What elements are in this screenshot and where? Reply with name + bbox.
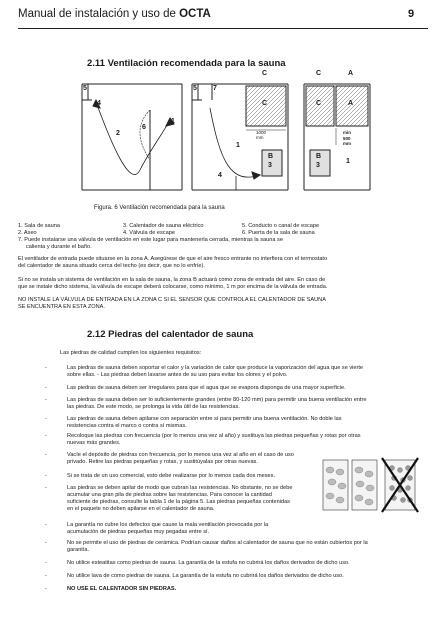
stones-intro: Las piedras de calidad cumplen los siguientes requisitos: <box>60 350 202 356</box>
bullet-text-line: acumulación de piedras pequeñas muy pegadas entre sí. <box>67 529 210 535</box>
legend-item-7-cont: calienta y durante el baño. <box>26 244 92 250</box>
bullet-text-line: NO USE EL CALENTADOR SIN PIEDRAS. <box>67 586 177 592</box>
fig-label-1a: 1 <box>171 118 175 125</box>
bullet-text-line: No utilice esteatitas como piedras de sauna. La garantía de la estufa no cubrirá los daños derivados de dicho uso. <box>67 560 350 566</box>
section-title-stones: 2.12 Piedras del calentador de sauna <box>87 329 254 340</box>
bullet-text-line: Las piedras de sauna deben soportar el calor y la variación de calor que produce la vaporización del agua que se vierte <box>67 365 364 371</box>
fig-label-b-mid: B <box>268 153 274 160</box>
bullet-text-line: Si se trata de un uso comercial, esto debe realizarse por lo menos cada dos meses. <box>67 473 276 479</box>
bullet-text-line: Vacíe el depósito de piedras con frecuencia, por lo menos una vez al año en el caso de uso <box>67 452 294 458</box>
fig-label-6: 6 <box>142 124 146 131</box>
header-product: OCTA <box>179 8 211 20</box>
bullet-dash: - <box>45 433 47 439</box>
fig-label-1c: 1 <box>346 158 350 165</box>
legend-item: 1. Sala de sauna <box>18 223 60 229</box>
fig-dim-500: 500 mm <box>343 136 352 146</box>
fig-label-3b: 3 <box>316 162 320 169</box>
bullet-text-line: suficiente de piedras, consulte la tabla 1 de la página 5. Las piedras pequeñas contenidas <box>67 499 290 505</box>
fig-top-a-right: A <box>348 70 354 77</box>
bullet-text-line: No se permite el uso de piedras de cerámica. Podrían causar daños al calentador de sauna que no están cubiertos por la <box>67 540 368 546</box>
fig-label-5a: 5 <box>83 85 87 92</box>
legend-col1 <box>18 223 60 237</box>
header-title-prefix: Manual de instalación y uso de <box>18 8 176 20</box>
page-number: 9 <box>408 8 415 20</box>
right-panel <box>304 84 370 190</box>
fig-label-c-mid: C <box>262 100 268 107</box>
bullet-text-line: en el paquete no deben apilarse en el calentador de sauna. <box>67 506 215 512</box>
bullet-text-line: sobre ellas. - Las piedras deben lavarse antes de su uso para evitar los olores y el polvo. <box>67 372 288 378</box>
paragraph-1-line1: El ventilador de entrada puede situarse en la zona A. Asegúrese de que el aire fresco entrante no interfiera con el termostato <box>18 256 328 262</box>
legend-item: 4. Válvula de escape <box>123 230 175 236</box>
bullet-dash: - <box>45 522 47 528</box>
fig-label-a-right: A <box>348 100 354 107</box>
bullet-dash: - <box>45 485 47 491</box>
bullet-text-line: No utilice lava de como piedras de sauna. La garantía de la estufa no cubrirá los daños derivados de dicho uso. <box>67 573 344 579</box>
legend-item: 3. Calentador de sauna eléctrico <box>123 223 204 229</box>
fig-label-5b: 5 <box>193 85 197 92</box>
paragraph-2-line1: Si no se instala un sistema de ventilación en la sala de sauna, la zona B actuará como zona de entrada del aire. En caso de <box>18 277 326 283</box>
warning-line2: SE ENCUENTRA EN ESTA ZONA. <box>18 304 105 310</box>
bullet-dash: - <box>45 385 47 391</box>
fig-top-c-right: C <box>316 70 322 77</box>
paragraph-2-line2: que se instale dicho sistema, la válvula de escape deberá colocarse, como mínimo, 1 m por encima de la válvula de entrada. <box>18 284 328 290</box>
legend-item: 2. Aseo <box>18 230 37 236</box>
fig-top-c-mid: C <box>262 70 268 77</box>
fig-label-1b: 1 <box>236 142 240 149</box>
bullet-dash: - <box>45 540 47 546</box>
warning-line1: NO INSTALE LA VÁLVULA DE ENTRADA EN LA ZONA C SI EL SENSOR QUE CONTROLA EL CALENTADOR DE SAUNA <box>18 297 326 303</box>
bullet-dash: - <box>45 560 47 566</box>
section-title-ventilation: 2.11 Ventilación recomendada para la sauna <box>87 58 286 69</box>
bullet-text-line: Las piedras de sauna deben apilarse con separación entre sí para permitir una buena ventilación. No doble las <box>67 416 342 422</box>
legend-col2 <box>123 223 204 237</box>
paragraph-1-line2: del calentador de sauna situado cerca del techo (es decir, que no lo enfríe). <box>18 263 205 269</box>
legend-item: 6. Puerta de la sala de sauna <box>242 230 315 236</box>
bullet-dash: - <box>45 586 47 592</box>
legend-col3 <box>242 223 319 237</box>
fig-label-c-right: C <box>316 100 322 107</box>
fig-label-4b: 4 <box>218 172 222 179</box>
bullet-text-line: las piedras. De este modo, se prolonga la vida útil de las resistencias. <box>67 404 240 410</box>
fig-dim-1000: 1000 mm <box>256 130 267 140</box>
fig-dim-min: min <box>343 130 352 135</box>
fig-label-3a: 3 <box>268 162 272 169</box>
bullet-text-line: acumular una gran pila de piedras sobre las resistencias. Para conocer la cantidad <box>67 492 272 498</box>
legend-item-7: 7. Puede instalarse una válvula de ventilación en este lugar para mantenerla cerrada, mientras la sauna se <box>18 237 283 243</box>
fig-label-2: 2 <box>116 130 120 137</box>
bullet-text-line: Las piedras de sauna deben ser irregulares para que el agua que se evapora disponga de una mayor superficie. <box>67 385 346 391</box>
bullet-text-line: garantía. <box>67 547 90 553</box>
bullet-dash: - <box>45 416 47 422</box>
bullet-dash: - <box>45 573 47 579</box>
bullet-text-line: nuevas más grandes. <box>67 440 121 446</box>
figure-caption: Figura. 6 Ventilación recomendada para la sauna <box>94 205 225 211</box>
bullet-text-line: La garantía no cubre los defectos que cause la mala ventilación provocada por la <box>67 522 269 528</box>
fig-label-7: 7 <box>213 85 217 92</box>
bullet-text-line: resistencias contra el marco o contra sí mismas. <box>67 423 187 429</box>
middle-panel <box>192 84 288 190</box>
fig-label-b-right: B <box>316 153 322 160</box>
fig-label-4a: 4 <box>97 100 101 107</box>
bullet-text-line: Recoloque las piedras con frecuencia (por lo menos una vez al año) y sustituya las piedras pequeñas y rotas por otras <box>67 433 361 439</box>
bullet-text-line: Las piedras de sauna deben ser lo suficientemente grandes (entre 80-120 mm) para permitir una buena ventilación entre <box>67 397 367 403</box>
bullet-dash: - <box>45 452 47 458</box>
bullet-dash: - <box>45 473 47 479</box>
bullet-text-line: Las piedras se deben apilar de modo que cubran las resistencias. No obstante, no se debe <box>67 485 293 491</box>
bullet-dash: - <box>45 365 47 371</box>
legend-item: 5. Conducto o canal de escape <box>242 223 320 229</box>
bullet-dash: - <box>45 397 47 403</box>
bullet-text-line: privado. Retire las piedras pequeñas y rotas, y sustitúyalas por otras nuevas. <box>67 459 258 465</box>
